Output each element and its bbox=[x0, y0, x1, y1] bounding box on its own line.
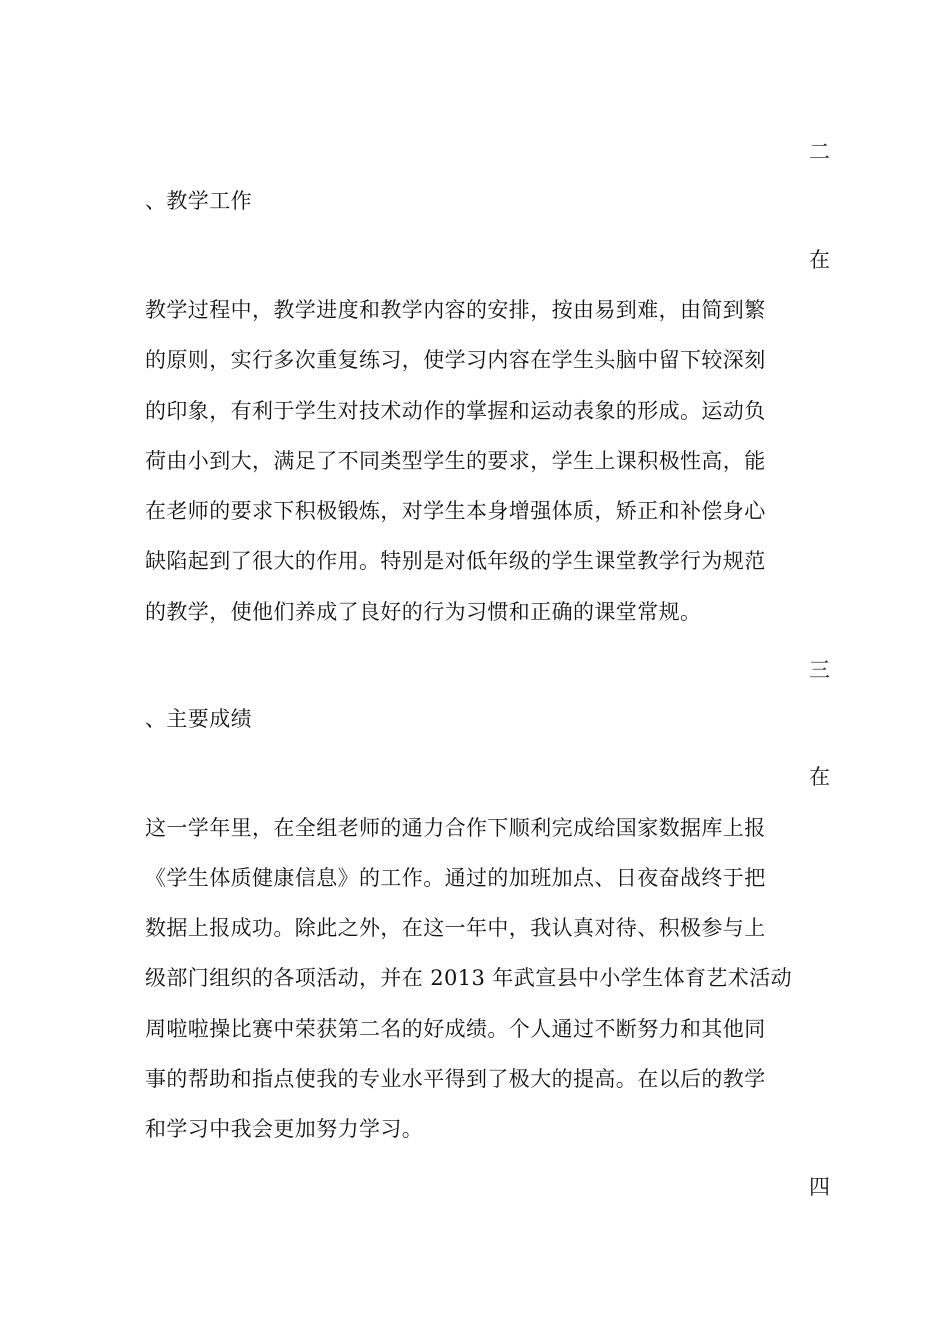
section-2-lead-char: 在 bbox=[809, 248, 830, 272]
section-2-line: 的印象，有利于学生对技术动作的掌握和运动表象的形成。运动负 bbox=[145, 399, 766, 423]
section-4-number: 四 bbox=[809, 1175, 830, 1199]
section-2-line: 荷由小到大，满足了不同类型学生的要求，学生上课积极性高，能 bbox=[145, 449, 766, 473]
section-2-line: 的教学，使他们养成了良好的行为习惯和正确的课堂常规。 bbox=[145, 600, 702, 624]
section-3-line: 事的帮助和指点使我的专业水平得到了极大的提高。在以后的教学 bbox=[145, 1067, 766, 1091]
section-2-line: 教学过程中，教学进度和教学内容的安排，按由易到难，由简到繁 bbox=[145, 298, 766, 322]
section-3-line: 这一学年里，在全组老师的通力合作下顺利完成给国家数据库上报 bbox=[145, 816, 766, 840]
section-3-line: 级部门组织的各项活动，并在 2013 年武宣县中小学生体育艺术活动 bbox=[145, 966, 792, 990]
section-2-line: 在老师的要求下积极锻炼，对学生本身增强体质，矫正和补偿身心 bbox=[145, 499, 766, 523]
section-3-line: 《学生体质健康信息》的工作。通过的加班加点、日夜奋战终于把 bbox=[145, 866, 766, 890]
section-2-line: 的原则，实行多次重复练习，使学习内容在学生头脑中留下较深刻 bbox=[145, 348, 766, 372]
section-2-heading: 、教学工作 bbox=[145, 189, 252, 213]
section-3-line: 数据上报成功。除此之外，在这一年中，我认真对待、积极参与上 bbox=[145, 916, 766, 940]
section-3-line: 周啦啦操比赛中荣获第二名的好成绩。个人通过不断努力和其他同 bbox=[145, 1017, 766, 1041]
section-2-line: 缺陷起到了很大的作用。特别是对低年级的学生课堂教学行为规范 bbox=[145, 549, 766, 573]
section-3-heading: 、主要成绩 bbox=[145, 707, 252, 731]
section-2-number: 二 bbox=[809, 140, 830, 164]
section-3-number: 三 bbox=[809, 658, 830, 682]
section-3-lead-char: 在 bbox=[809, 765, 830, 789]
section-3-line: 和学习中我会更加努力学习。 bbox=[145, 1117, 424, 1141]
